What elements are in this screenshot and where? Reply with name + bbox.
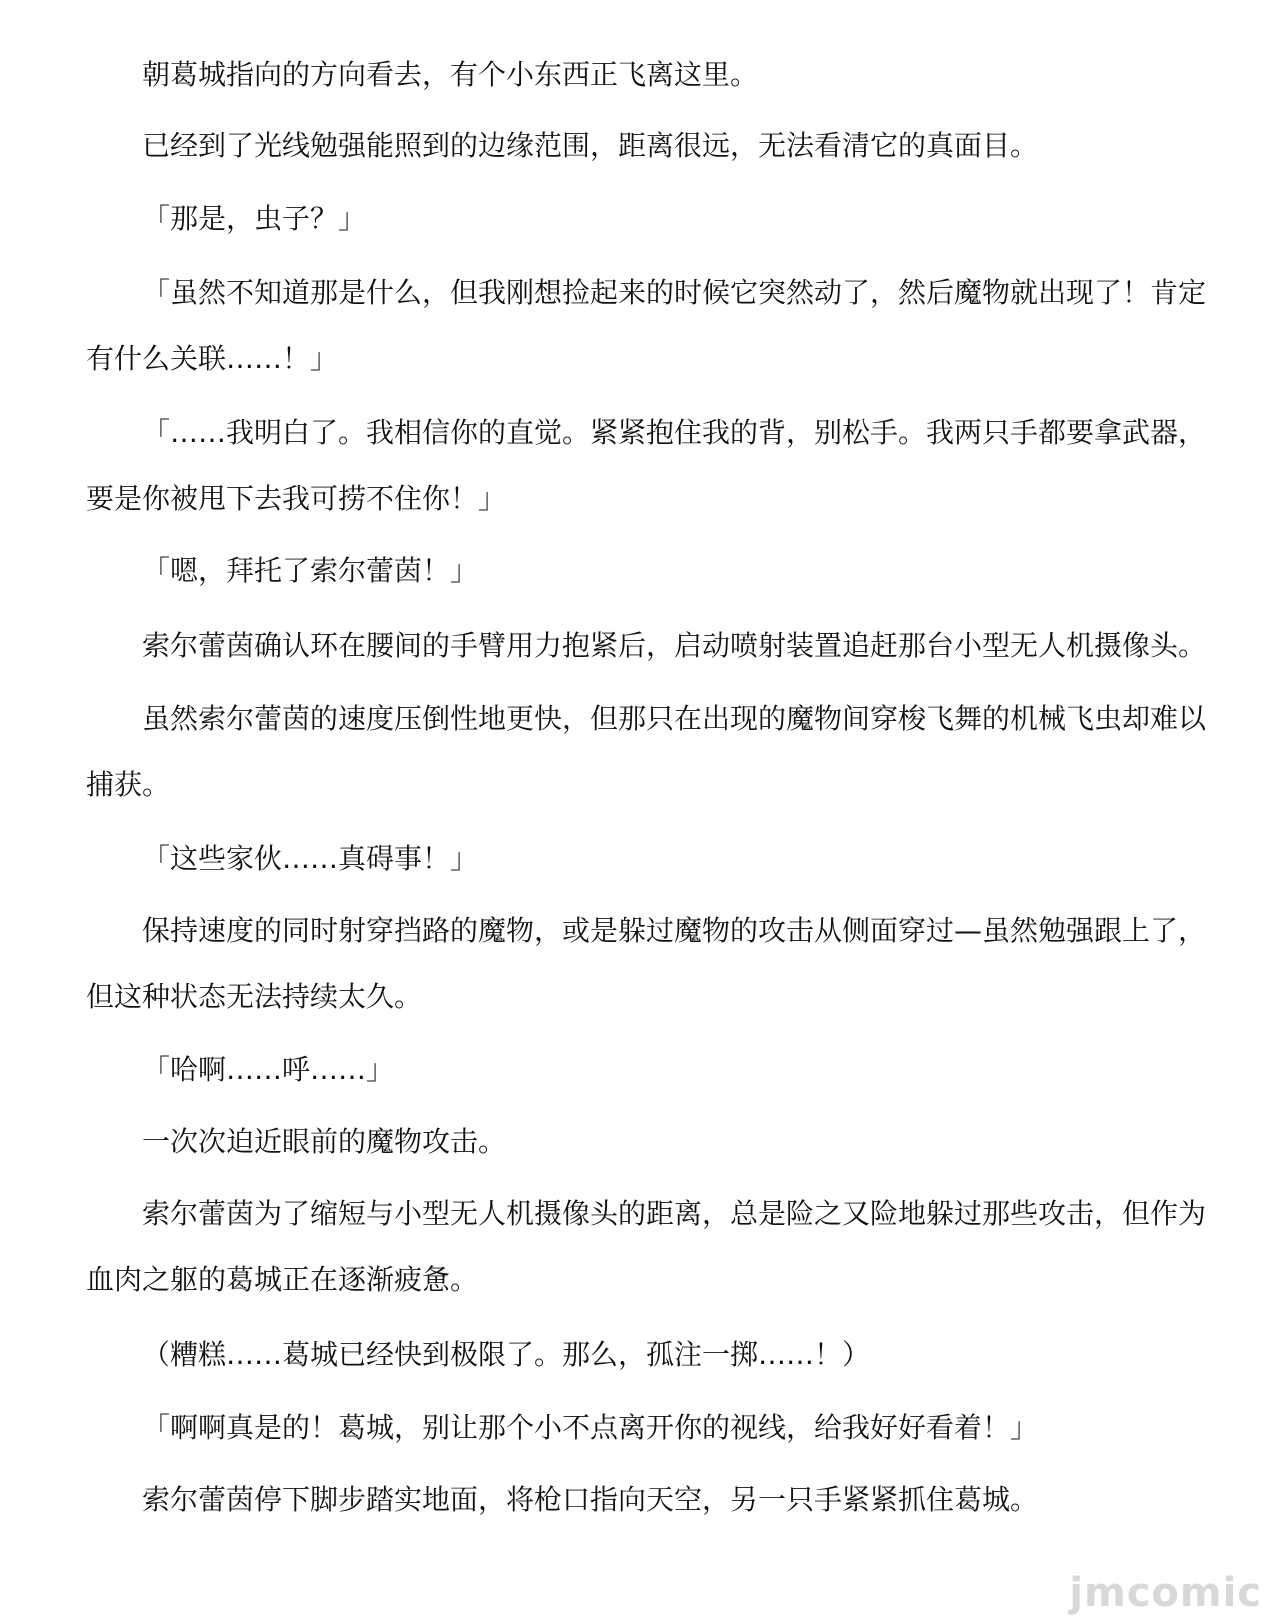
dialogue-4: 「嗯，拜托了索尔蕾茵！」	[142, 554, 479, 587]
dialogue-1: 「那是，虫子？」	[142, 202, 367, 235]
paragraph-7: 索尔蕾茵为了缩短与小型无人机摄像头的距离，总是险之又险地躲过那些攻击，但作为血肉之躯的葛城正在逐渐疲惫。	[86, 1197, 1207, 1296]
paragraph-1: 朝葛城指向的方向看去，有个小东西正飞离这里。	[142, 58, 759, 91]
paragraph-6: 一次次迫近眼前的魔物攻击。	[142, 1125, 507, 1158]
paragraph-3: 索尔蕾茵确认环在腰间的手臂用力抱紧后，启动喷射装置追赶那台小型无人机摄像头。	[142, 629, 1207, 662]
watermark-logo: jmcomic	[1069, 1570, 1262, 1616]
dialogue-2: 「虽然不知道那是什么，但我刚想捡起来的时候它突然动了，然后魔物就出现了！肯定有什么关联……！」	[86, 276, 1207, 375]
paragraph-4: 虽然索尔蕾茵的速度压倒性地更快，但那只在出现的魔物间穿梭飞舞的机械飞虫却难以捕获。	[86, 702, 1207, 801]
dialogue-7: 「啊啊真是的！葛城，别让那个小不点离开你的视线，给我好好看着！」	[142, 1411, 1039, 1444]
inner-thought: （糟糕……葛城已经快到极限了。那么，孤注一掷……！）	[142, 1338, 871, 1371]
paragraph-8: 索尔蕾茵停下脚步踏实地面，将枪口指向天空，另一只手紧紧抓住葛城。	[142, 1483, 1039, 1516]
paragraph-2: 已经到了光线勉强能照到的边缘范围，距离很远，无法看清它的真面目。	[142, 129, 1039, 162]
dialogue-3: 「……我明白了。我相信你的直觉。紧紧抱住我的背，别松手。我两只手都要拿武器，要是你被甩下去我可捞不住你！」	[86, 416, 1207, 515]
dialogue-5: 「这些家伙……真碍事！」	[142, 842, 479, 875]
paragraph-5: 保持速度的同时射穿挡路的魔物，或是躲过魔物的攻击从侧面穿过—虽然勉强跟上了，但这种状态无法持续太久。	[86, 914, 1207, 1013]
dialogue-6: 「哈啊……呼……」	[142, 1053, 395, 1086]
